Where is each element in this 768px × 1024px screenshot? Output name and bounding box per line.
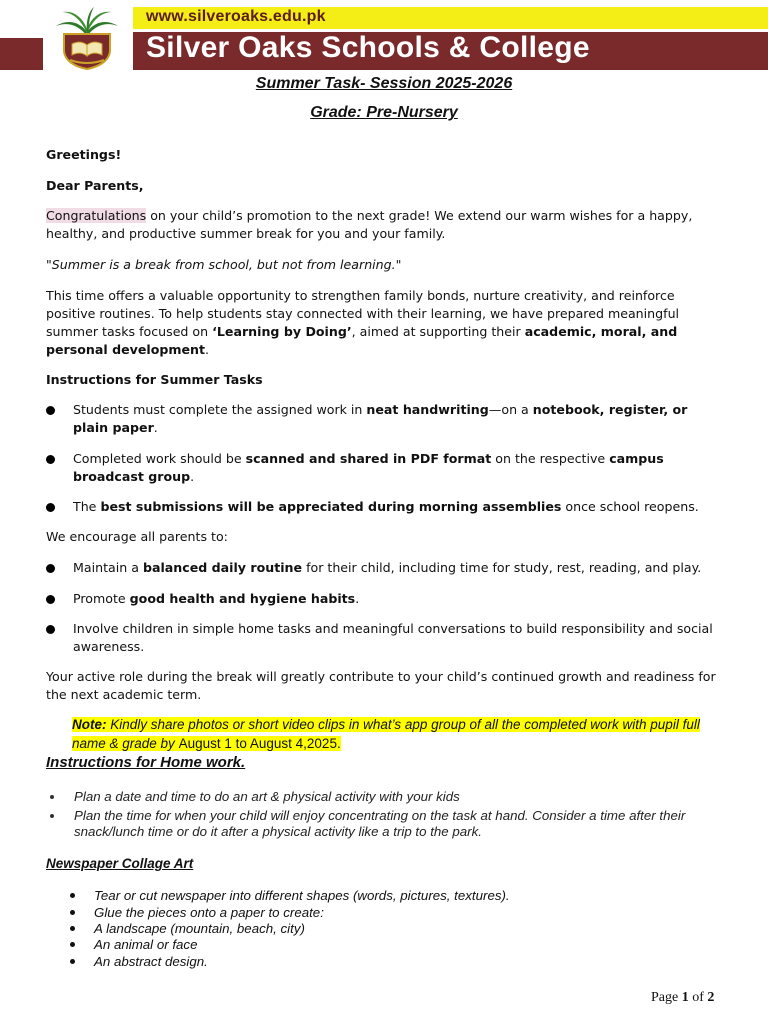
page-number: Page 1 of 2: [651, 990, 715, 1005]
bullet-icon: [70, 893, 75, 898]
banner-accent-block: [0, 38, 43, 70]
bullet-icon: [50, 814, 54, 818]
purpose-paragraph: This time offers a valuable opportunity to strengthen family bonds, nurture creativity, and reinforce positive routines. To help students stay connected with their learning, we have prepared meaningful summer tasks focused on ‘Learning by Doing’, aimed at supporting their academic, moral, and personal development.: [46, 288, 680, 357]
instructions-heading: Instructions for Summer Tasks: [46, 372, 263, 387]
greeting: Greetings!: [46, 147, 122, 162]
bullet-icon: [70, 926, 75, 931]
highlighted-word: Congratulations: [46, 208, 147, 223]
grade-title: Grade: Pre-Nursery: [310, 104, 458, 121]
note-date: August 1 to August 4,2025.: [178, 736, 341, 751]
bullet-icon: [46, 564, 55, 573]
note-label: Note:: [72, 717, 107, 732]
homework-heading: Instructions for Home work.: [46, 754, 246, 771]
note-callout: Note: Kindly share photos or short video clips in what’s app group of all the completed work with pupil full name & grade by August 1 to August 4,2025.: [72, 717, 700, 751]
bullet-icon: [46, 503, 55, 512]
newspaper-heading: Newspaper Collage Art: [46, 856, 194, 871]
header-banner: [0, 0, 768, 72]
bullet-icon: [46, 595, 55, 604]
bullet-icon: [46, 406, 55, 415]
bullet-icon: [70, 910, 75, 915]
school-name: Silver Oaks Schools & College: [146, 31, 590, 64]
bullet-icon: [70, 959, 75, 964]
bullet-icon: [46, 625, 55, 634]
bullet-icon: [50, 795, 54, 799]
bullet-icon: [46, 455, 55, 464]
bullet-icon: [70, 942, 75, 947]
intro-paragraph: Congratulations on your child’s promotion to the next grade! We extend our warm wishes for a happy, healthy, and productive summer break for you and your family.: [46, 208, 693, 241]
school-logo-icon: [48, 6, 126, 70]
school-website: www.silveroaks.edu.pk: [146, 8, 326, 25]
quote-line: "Summer is a break from school, but not from learning.": [46, 257, 402, 272]
salutation: Dear Parents,: [46, 178, 144, 193]
closing-paragraph: Your active role during the break will greatly contribute to your child’s continued growth and readiness for the next academic term.: [46, 669, 716, 702]
document-title: Summer Task- Session 2025-2026: [255, 75, 513, 92]
encourage-lead: We encourage all parents to:: [46, 529, 228, 544]
